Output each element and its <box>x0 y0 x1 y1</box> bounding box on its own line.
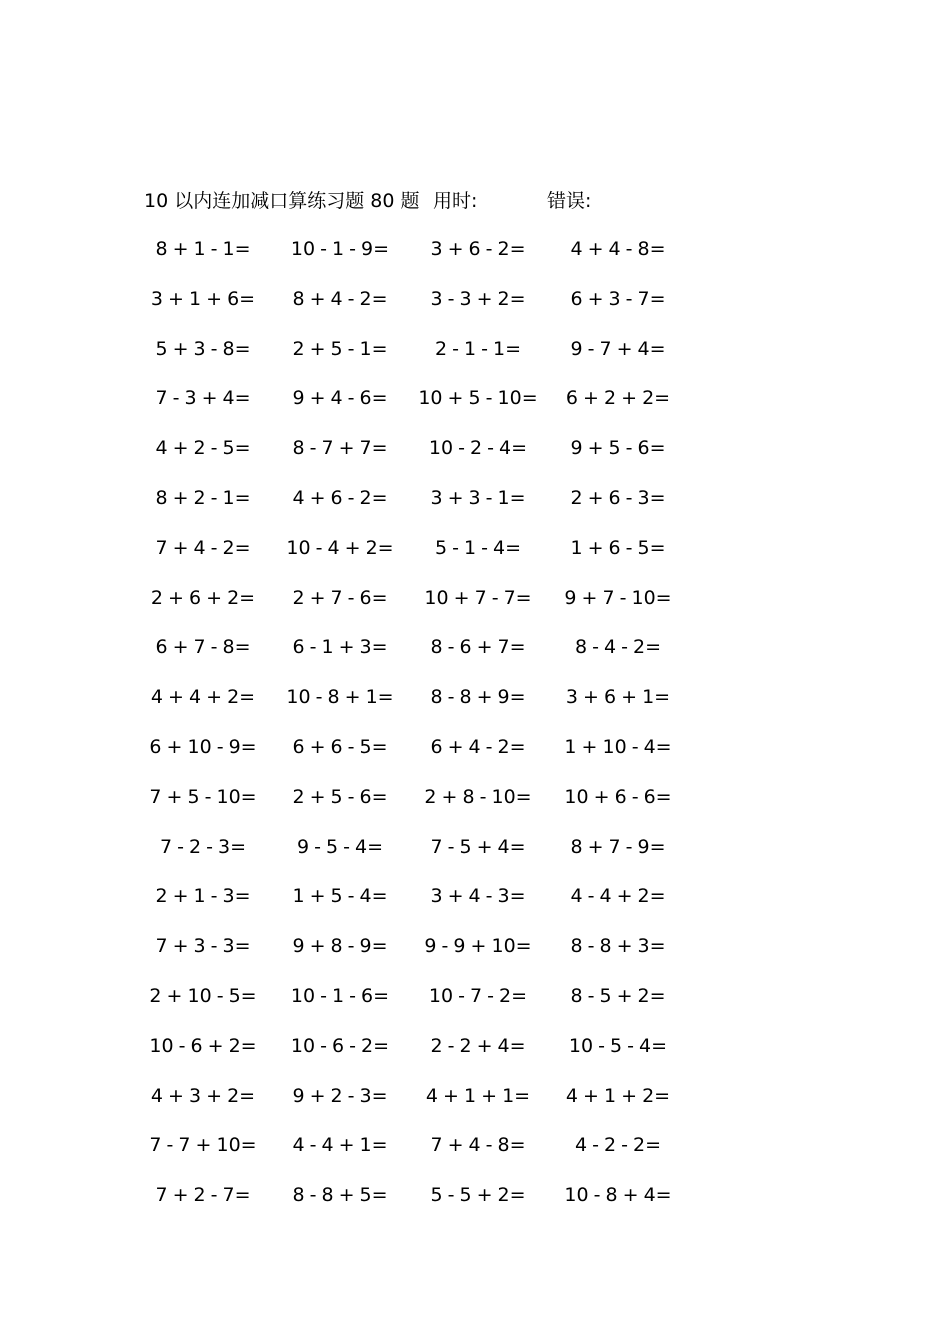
math-problem: 7 - 2 - 3= <box>159 835 247 858</box>
math-problem: 4 + 1 + 1= <box>425 1084 531 1107</box>
math-problem: 10 - 4 + 2= <box>286 536 394 559</box>
math-problem: 5 - 5 + 2= <box>430 1184 526 1207</box>
math-problem: 10 - 7 - 2= <box>428 984 528 1007</box>
math-problem: 7 + 3 - 3= <box>155 935 251 958</box>
math-problem: 4 + 4 - 8= <box>570 238 666 260</box>
math-problem: 9 + 7 - 10= <box>564 586 672 609</box>
math-problem: 1 + 6 - 5= <box>570 536 666 559</box>
math-problem: 8 - 8 + 9= <box>430 686 526 709</box>
math-problem: 9 + 4 - 6= <box>292 387 388 410</box>
problem-row <box>0 433 950 483</box>
math-problem: 2 + 10 - 5= <box>149 984 257 1007</box>
problem-row <box>0 1031 950 1081</box>
problem-row <box>0 931 950 981</box>
math-problem: 4 + 3 + 2= <box>150 1084 256 1107</box>
math-problem: 10 - 6 - 2= <box>290 1034 390 1057</box>
math-problem: 7 - 7 + 10= <box>149 1134 257 1157</box>
math-problem: 10 + 5 - 10= <box>418 387 538 410</box>
math-problem: 10 + 6 - 6= <box>564 785 672 808</box>
problem-grid <box>0 234 950 1230</box>
math-problem: 7 + 4 - 2= <box>155 536 251 559</box>
math-problem: 2 + 5 - 6= <box>292 785 388 808</box>
math-problem: 2 + 7 - 6= <box>292 586 388 609</box>
math-problem: 2 + 1 - 3= <box>155 885 251 908</box>
math-problem: 9 - 7 + 4= <box>570 337 666 360</box>
math-problem: 6 + 2 + 2= <box>565 387 671 410</box>
problem-row <box>0 782 950 832</box>
math-problem: 8 - 7 + 7= <box>292 437 388 460</box>
math-problem: 10 + 7 - 7= <box>424 586 532 609</box>
math-problem: 2 - 2 + 4= <box>430 1034 526 1057</box>
math-problem: 4 - 4 + 1= <box>292 1134 388 1157</box>
math-problem: 9 - 5 - 4= <box>296 835 384 858</box>
math-problem: 8 - 8 + 3= <box>570 935 666 958</box>
problem-row <box>0 383 950 433</box>
math-problem: 7 + 5 - 10= <box>149 785 257 808</box>
math-problem: 6 - 1 + 3= <box>292 636 388 659</box>
math-problem: 3 - 3 + 2= <box>430 287 526 310</box>
math-problem: 8 + 4 - 2= <box>292 287 388 310</box>
problem-row <box>0 334 950 384</box>
problem-row <box>0 1180 950 1230</box>
math-problem: 4 + 4 + 2= <box>150 686 256 709</box>
math-problem: 10 - 5 - 4= <box>568 1034 668 1057</box>
math-problem: 9 + 5 - 6= <box>570 437 666 460</box>
math-problem: 1 + 5 - 4= <box>292 885 388 908</box>
math-problem: 2 + 8 - 10= <box>424 785 532 808</box>
math-problem: 10 - 8 + 4= <box>564 1184 672 1207</box>
problem-row <box>0 732 950 782</box>
math-problem: 10 - 1 - 6= <box>290 984 390 1007</box>
math-problem: 6 + 3 - 7= <box>570 287 666 310</box>
errors-label: 错误: <box>547 190 592 212</box>
problem-row <box>0 533 950 583</box>
math-problem: 8 + 2 - 1= <box>155 486 251 509</box>
math-problem: 9 + 8 - 9= <box>292 935 388 958</box>
math-problem: 8 - 4 - 2= <box>574 636 662 659</box>
math-problem: 7 + 4 - 8= <box>430 1134 526 1157</box>
math-problem: 6 + 4 - 2= <box>430 735 526 758</box>
math-problem: 4 - 2 - 2= <box>574 1134 662 1157</box>
math-problem: 6 + 7 - 8= <box>155 636 251 659</box>
math-problem: 2 + 6 - 3= <box>570 486 666 509</box>
problem-row <box>0 284 950 334</box>
math-problem: 10 - 2 - 4= <box>428 437 528 460</box>
math-problem: 8 - 8 + 5= <box>292 1184 388 1207</box>
math-problem: 3 + 6 - 2= <box>430 238 526 260</box>
worksheet-header <box>0 186 950 216</box>
math-problem: 4 + 2 - 5= <box>155 437 251 460</box>
problem-row <box>0 583 950 633</box>
math-problem: 2 + 6 + 2= <box>150 586 256 609</box>
math-problem: 3 + 6 + 1= <box>565 686 671 709</box>
math-problem: 8 - 5 + 2= <box>570 984 666 1007</box>
problem-row <box>0 832 950 882</box>
math-problem: 3 + 3 - 1= <box>430 486 526 509</box>
problem-row <box>0 234 950 284</box>
time-label: 用时: <box>433 190 478 212</box>
math-problem: 6 + 10 - 9= <box>149 735 257 758</box>
problem-row <box>0 1081 950 1131</box>
math-problem: 3 + 4 - 3= <box>430 885 526 908</box>
math-problem: 10 - 1 - 9= <box>290 238 390 260</box>
math-problem: 8 + 1 - 1= <box>155 238 251 260</box>
math-problem: 8 + 7 - 9= <box>570 835 666 858</box>
math-problem: 7 + 2 - 7= <box>155 1184 251 1207</box>
math-problem: 3 + 1 + 6= <box>150 287 256 310</box>
math-problem: 2 + 5 - 1= <box>292 337 388 360</box>
math-problem: 6 + 6 - 5= <box>292 735 388 758</box>
math-problem: 4 - 4 + 2= <box>570 885 666 908</box>
math-problem: 10 - 6 + 2= <box>149 1034 257 1057</box>
math-problem: 7 - 5 + 4= <box>430 835 526 858</box>
problem-row <box>0 1130 950 1180</box>
worksheet-title: 10 以内连加减口算练习题 80 题 <box>144 190 420 212</box>
problem-row <box>0 632 950 682</box>
problem-row <box>0 682 950 732</box>
math-problem: 1 + 10 - 4= <box>564 735 672 758</box>
problem-row <box>0 483 950 533</box>
problem-row <box>0 981 950 1031</box>
math-problem: 9 - 9 + 10= <box>424 935 532 958</box>
math-problem: 5 - 1 - 4= <box>434 536 522 559</box>
math-problem: 2 - 1 - 1= <box>434 337 522 360</box>
math-problem: 5 + 3 - 8= <box>155 337 251 360</box>
problem-row <box>0 881 950 931</box>
math-problem: 4 + 6 - 2= <box>292 486 388 509</box>
math-problem: 7 - 3 + 4= <box>155 387 251 410</box>
math-problem: 4 + 1 + 2= <box>565 1084 671 1107</box>
math-problem: 8 - 6 + 7= <box>430 636 526 659</box>
math-problem: 9 + 2 - 3= <box>292 1084 388 1107</box>
math-problem: 10 - 8 + 1= <box>286 686 394 709</box>
